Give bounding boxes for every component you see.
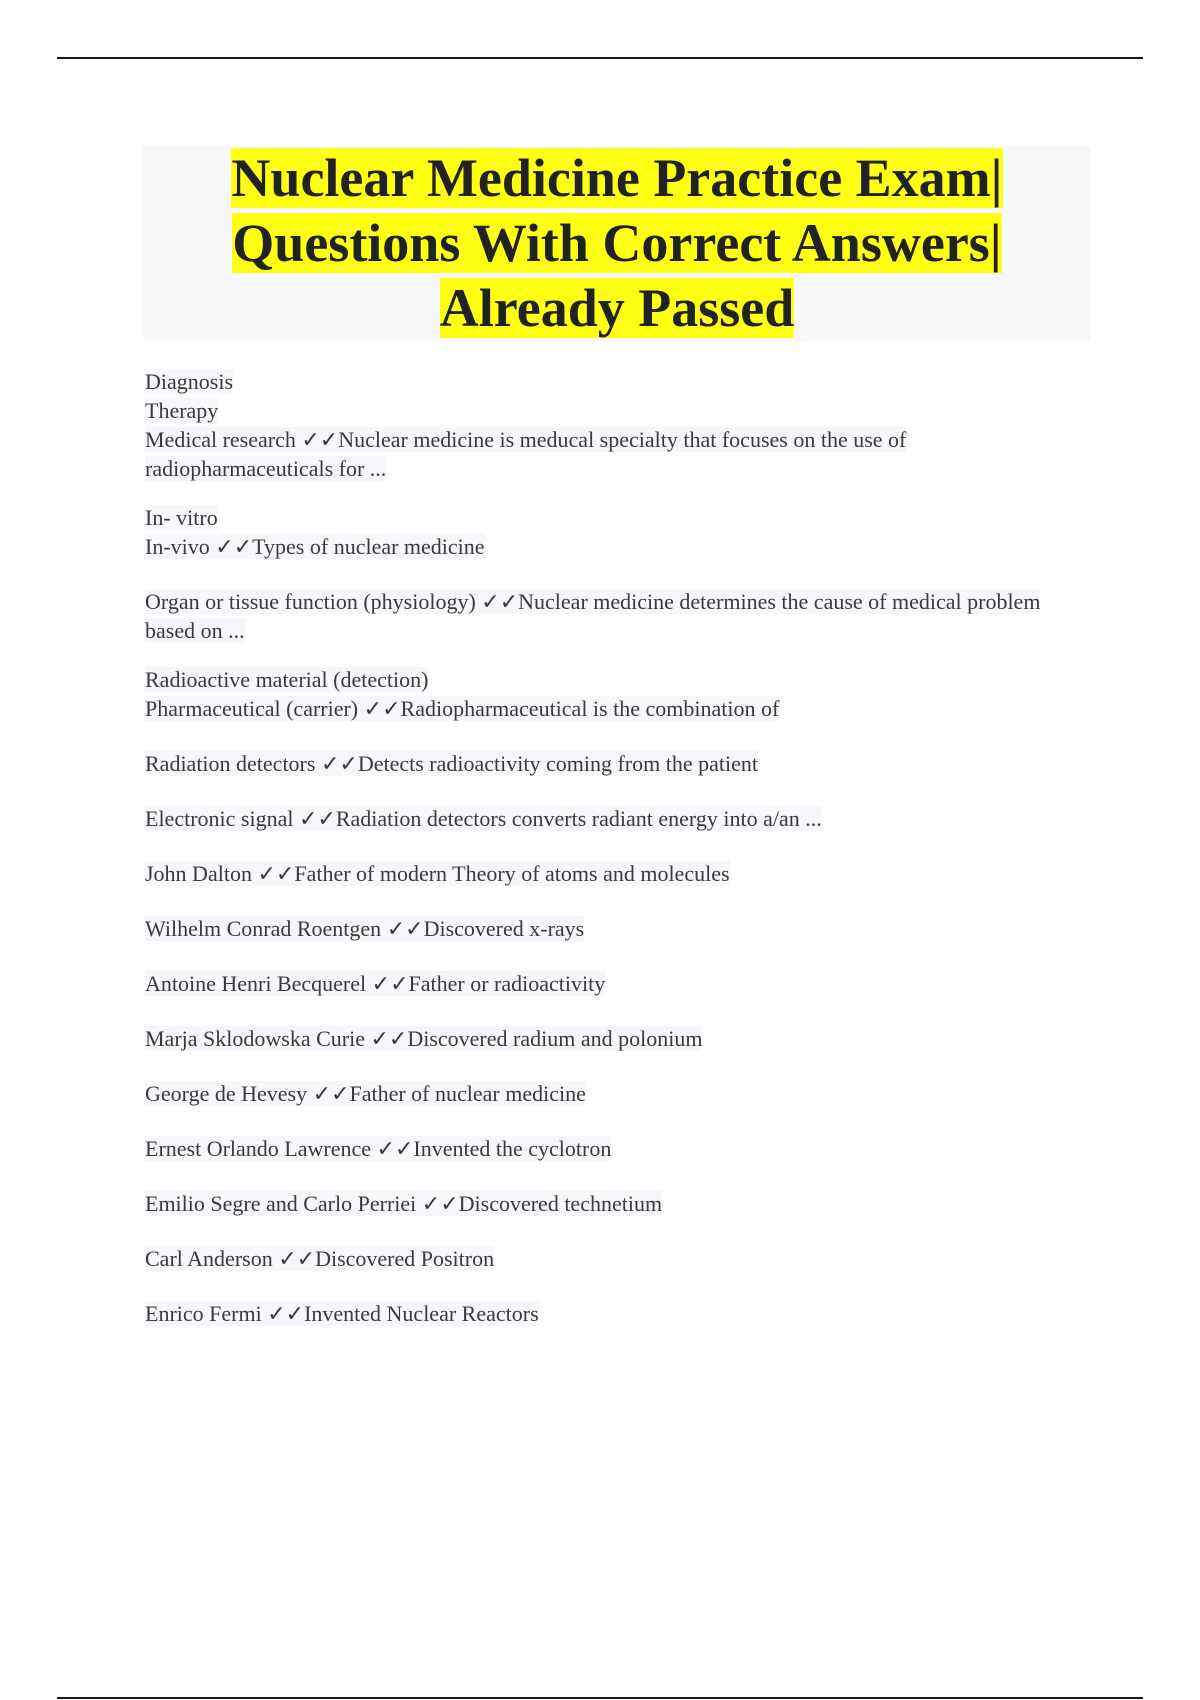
- check-mark-icon: ✓✓: [257, 861, 295, 886]
- question-text: Father of nuclear medicine: [349, 1081, 586, 1106]
- qa-text: [145, 916, 584, 941]
- qa-item: [145, 914, 1085, 943]
- qa-item: [145, 1024, 1085, 1053]
- question-text: Nuclear medicine is meducal specialty that focuses on the use of radiopharmaceuticals for ...: [145, 427, 907, 481]
- answer-line: In-vivo: [145, 534, 210, 559]
- check-mark-icon: ✓✓: [301, 427, 339, 452]
- check-mark-icon: ✓✓: [320, 751, 358, 776]
- answer-line: Diagnosis: [145, 369, 233, 394]
- answer-line: In- vitro: [145, 505, 218, 530]
- qa-text: [145, 751, 758, 776]
- question-text: Discovered x-rays: [423, 916, 585, 941]
- question-text: Nuclear medicine determines the cause of medical problem based on ...: [145, 589, 1041, 643]
- qa-text: [145, 1026, 702, 1051]
- question-text: Detects radioactivity coming from the patient: [357, 751, 758, 776]
- answer-line: Pharmaceutical (carrier): [145, 696, 359, 721]
- qa-text: [145, 1246, 494, 1271]
- check-mark-icon: ✓✓: [421, 1191, 459, 1216]
- check-mark-icon: ✓✓: [371, 971, 409, 996]
- question-text: Types of nuclear medicine: [252, 534, 485, 559]
- answer-line: Electronic signal: [145, 806, 294, 831]
- answer-line: Carl Anderson: [145, 1246, 273, 1271]
- qa-item: [145, 367, 1085, 483]
- title-block: [143, 146, 1091, 341]
- qa-text: [145, 369, 906, 481]
- question-text: Father or radioactivity: [408, 971, 606, 996]
- qa-item: [145, 1189, 1085, 1218]
- qa-item: [145, 587, 1085, 645]
- document-title: Nuclear Medicine Practice Exam| Questions With Correct Answers| Already Passed: [231, 148, 1003, 338]
- answer-line: George de Hevesy: [145, 1081, 308, 1106]
- check-mark-icon: ✓✓: [376, 1136, 414, 1161]
- answer-line: Therapy: [145, 398, 219, 423]
- check-mark-icon: ✓✓: [386, 916, 424, 941]
- answer-line: Wilhelm Conrad Roentgen: [145, 916, 382, 941]
- qa-item: [145, 1299, 1085, 1328]
- check-mark-icon: ✓✓: [267, 1301, 305, 1326]
- question-text: Radiopharmaceutical is the combination of: [400, 696, 780, 721]
- qa-text: [145, 1301, 539, 1326]
- check-mark-icon: ✓✓: [215, 534, 253, 559]
- qa-text: [145, 505, 485, 559]
- question-text: Invented Nuclear Reactors: [304, 1301, 539, 1326]
- answer-line: Radioactive material (detection): [145, 667, 429, 692]
- answer-line: Enrico Fermi: [145, 1301, 262, 1326]
- qa-item: [145, 1079, 1085, 1108]
- check-mark-icon: ✓✓: [312, 1081, 350, 1106]
- answer-line: Radiation detectors: [145, 751, 316, 776]
- qa-item: [145, 503, 1085, 561]
- question-text: Discovered technetium: [458, 1191, 663, 1216]
- answer-line: Medical research: [145, 427, 296, 452]
- check-mark-icon: ✓✓: [481, 589, 519, 614]
- question-text: Discovered Positron: [315, 1246, 495, 1271]
- question-text: Father of modern Theory of atoms and molecules: [294, 861, 730, 886]
- answer-line: Marja Sklodowska Curie: [145, 1026, 365, 1051]
- answer-line: Organ or tissue function (physiology): [145, 589, 476, 614]
- answer-line: Antoine Henri Becquerel: [145, 971, 367, 996]
- qa-text: [145, 861, 730, 886]
- qa-item: [145, 749, 1085, 778]
- qa-text: [145, 667, 779, 721]
- qa-text: [145, 971, 605, 996]
- qa-item: [145, 1244, 1085, 1273]
- check-mark-icon: ✓✓: [370, 1026, 408, 1051]
- qa-text: [145, 1081, 586, 1106]
- qa-item: [145, 969, 1085, 998]
- top-rule: [57, 57, 1143, 59]
- answer-line: Ernest Orlando Lawrence: [145, 1136, 372, 1161]
- check-mark-icon: ✓✓: [278, 1246, 316, 1271]
- check-mark-icon: ✓✓: [298, 806, 336, 831]
- qa-item: [145, 665, 1085, 723]
- qa-list: [145, 367, 1085, 1328]
- bottom-rule: [57, 1697, 1143, 1699]
- qa-text: [145, 1191, 662, 1216]
- answer-line: Emilio Segre and Carlo Perriei: [145, 1191, 417, 1216]
- answer-line: John Dalton: [145, 861, 252, 886]
- qa-text: [145, 1136, 611, 1161]
- qa-text: [145, 589, 1040, 643]
- question-text: Radiation detectors converts radiant energy into a/an ...: [335, 806, 822, 831]
- qa-item: [145, 859, 1085, 888]
- qa-text: [145, 806, 822, 831]
- question-text: Invented the cyclotron: [413, 1136, 612, 1161]
- qa-item: [145, 1134, 1085, 1163]
- qa-item: [145, 804, 1085, 833]
- check-mark-icon: ✓✓: [363, 696, 401, 721]
- question-text: Discovered radium and polonium: [407, 1026, 703, 1051]
